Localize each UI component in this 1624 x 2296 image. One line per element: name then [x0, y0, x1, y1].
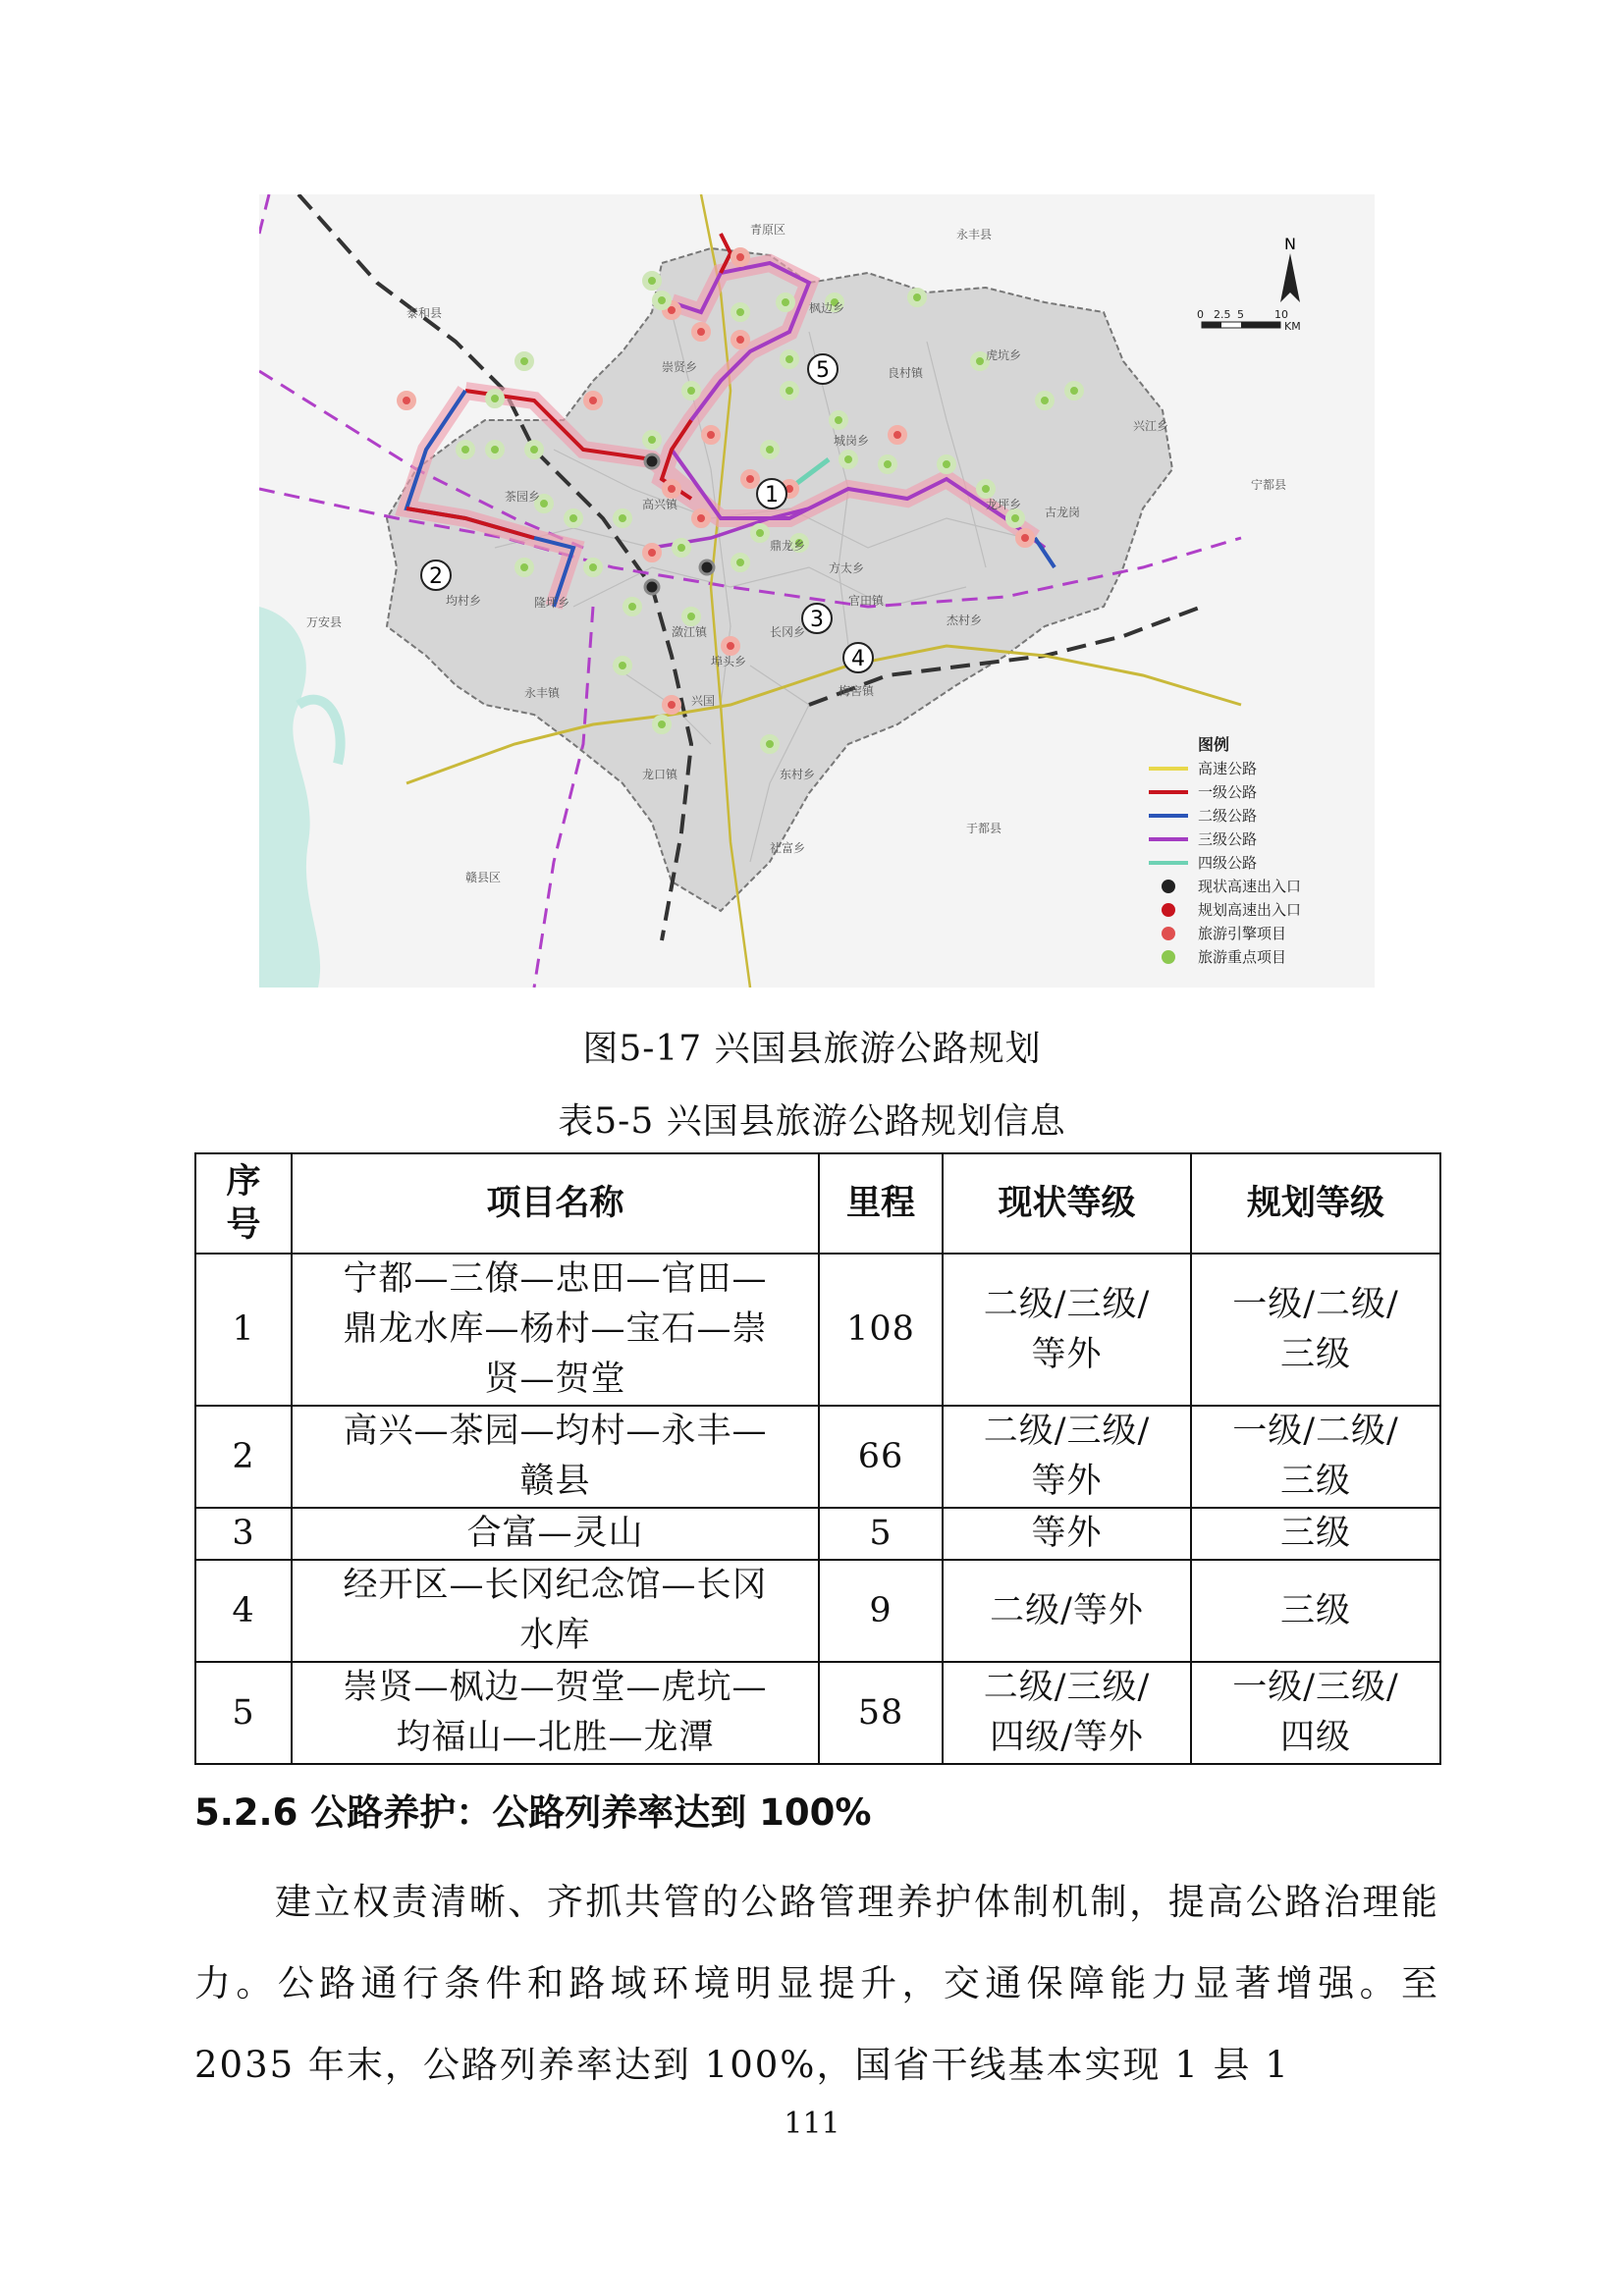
cell-line: 贤—贺堂	[484, 1360, 626, 1399]
header-name: 项目名称	[292, 1153, 819, 1254]
cell-length: 5	[819, 1508, 943, 1560]
cell-line: 合富—灵山	[466, 1514, 644, 1553]
svg-text:青原区: 青原区	[750, 223, 786, 237]
cell-line: 等外	[1031, 1334, 1103, 1374]
legend-label: 二级公路	[1198, 807, 1258, 825]
svg-text:龙口镇: 龙口镇	[642, 768, 678, 781]
page-number: 111	[784, 2107, 840, 2141]
cell-name	[292, 1254, 819, 1406]
legend-label: 旅游引擎项目	[1198, 925, 1287, 942]
legend-label: 现状高速出入口	[1198, 878, 1302, 895]
cell-index: 3	[195, 1508, 292, 1560]
cell-length: 66	[819, 1406, 943, 1508]
svg-text:5: 5	[1237, 308, 1244, 321]
cell-name	[292, 1662, 819, 1764]
svg-text:古龙岗: 古龙岗	[1045, 506, 1081, 519]
svg-text:崇贤乡: 崇贤乡	[662, 360, 698, 374]
svg-text:良村镇: 良村镇	[888, 366, 924, 380]
cell-length: 9	[819, 1560, 943, 1662]
svg-text:梅窖镇: 梅窖镇	[839, 684, 875, 698]
svg-text:城岗乡: 城岗乡	[834, 434, 870, 448]
cell-length: 58	[819, 1662, 943, 1764]
legend-swatch	[1162, 927, 1175, 940]
cell-line: 宁都—三僚—忠田—官田—	[343, 1259, 768, 1299]
svg-text:1: 1	[765, 483, 779, 507]
legend-label: 旅游重点项目	[1198, 948, 1287, 966]
svg-text:3: 3	[810, 608, 824, 632]
legend-label: 三级公路	[1198, 830, 1258, 848]
svg-text:4: 4	[851, 647, 865, 671]
cell-name	[292, 1560, 819, 1662]
svg-text:N: N	[1284, 235, 1296, 253]
svg-text:0: 0	[1197, 308, 1204, 321]
cell-planned	[1191, 1406, 1440, 1508]
cell-line: 水库	[519, 1616, 591, 1655]
legend-label: 一级公路	[1198, 783, 1258, 801]
cell-line: 一级/三级/	[1232, 1668, 1399, 1707]
svg-text:5: 5	[816, 358, 830, 383]
svg-text:鼎龙乡: 鼎龙乡	[770, 539, 806, 553]
svg-text:均村乡: 均村乡	[446, 594, 482, 608]
cell-name	[292, 1406, 819, 1508]
svg-text:图例: 图例	[1198, 735, 1230, 754]
header-length: 里程	[819, 1153, 943, 1254]
svg-text:永丰镇: 永丰镇	[524, 686, 561, 700]
svg-text:杰村乡: 杰村乡	[947, 614, 983, 627]
cell-line: 崇贤—枫边—贺堂—虎坑—	[343, 1668, 768, 1707]
cell-line: 经开区—长冈纪念馆—长冈	[343, 1566, 768, 1605]
svg-text:潋江镇: 潋江镇	[672, 625, 708, 639]
svg-text:东村乡: 东村乡	[780, 768, 816, 781]
table-row	[195, 1560, 1440, 1662]
cell-line: 高兴—茶园—均村—永丰—	[343, 1412, 768, 1451]
svg-text:高兴镇: 高兴镇	[642, 498, 678, 511]
svg-text:万安县: 万安县	[306, 615, 343, 629]
legend-swatch	[1162, 880, 1175, 893]
section-heading: 5.2.6 公路养护：公路列养率达到 100%	[194, 1791, 872, 1834]
cell-planned	[1191, 1560, 1440, 1662]
body-paragraph: 建立权责清晰、齐抓共管的公路管理养护体制机制，提高公路治理能力。公路通行条件和路域环境明显提升，交通保障能力显著增强。至 2035 年末，公路列养率达到 100%，国省干线基本实现 1 县 1	[194, 1881, 1439, 2086]
svg-text:兴江乡: 兴江乡	[1133, 419, 1169, 433]
svg-text:宁都县: 宁都县	[1251, 478, 1287, 492]
cell-current	[943, 1406, 1191, 1508]
cell-line: 二级/等外	[990, 1590, 1144, 1630]
svg-text:埠头乡: 埠头乡	[711, 655, 747, 668]
legend-label: 四级公路	[1198, 854, 1258, 872]
cell-current	[943, 1508, 1191, 1560]
cell-planned	[1191, 1508, 1440, 1560]
cell-line: 二级/三级/	[983, 1412, 1151, 1451]
legend-swatch	[1162, 950, 1175, 964]
svg-text:泰和县: 泰和县	[406, 306, 443, 320]
cell-index: 2	[195, 1406, 292, 1508]
table-row	[195, 1662, 1440, 1764]
cell-index: 1	[195, 1254, 292, 1406]
cell-line: 一级/二级/	[1232, 1284, 1399, 1324]
cell-line: 二级/三级/	[983, 1668, 1151, 1707]
cell-index: 5	[195, 1662, 292, 1764]
svg-text:虎坑乡: 虎坑乡	[986, 348, 1022, 362]
svg-text:枫边乡: 枫边乡	[809, 301, 845, 315]
cell-line: 四级/等外	[990, 1718, 1144, 1757]
cell-line: 等外	[1031, 1462, 1103, 1501]
svg-text:2: 2	[429, 564, 443, 589]
svg-text:方太乡: 方太乡	[829, 561, 865, 575]
svg-text:社富乡: 社富乡	[770, 841, 806, 855]
cell-line: 三级	[1279, 1462, 1351, 1501]
figure-caption: 图5-17 兴国县旅游公路规划	[582, 1029, 1042, 1069]
cell-line: 三级	[1279, 1590, 1351, 1630]
svg-text:茶园乡: 茶园乡	[505, 490, 541, 504]
svg-text:10: 10	[1274, 308, 1288, 321]
cell-name	[292, 1508, 819, 1560]
cell-line: 二级/三级/	[983, 1284, 1151, 1324]
svg-text:隆坪乡: 隆坪乡	[534, 596, 570, 610]
cell-line: 一级/二级/	[1232, 1412, 1399, 1451]
cell-line: 均福山—北胜—龙潭	[396, 1718, 715, 1757]
table-row	[195, 1406, 1440, 1508]
cell-line: 四级	[1279, 1718, 1351, 1757]
tourism-road-plan-table	[194, 1152, 1441, 1765]
legend-swatch	[1162, 903, 1175, 917]
tourism-road-map	[259, 194, 1375, 988]
svg-text:于都县: 于都县	[966, 822, 1002, 835]
svg-text:长冈乡: 长冈乡	[770, 625, 806, 639]
svg-text:官田镇: 官田镇	[848, 594, 885, 608]
svg-text:KM: KM	[1284, 320, 1301, 333]
header-index: 序号	[195, 1153, 292, 1254]
cell-current	[943, 1254, 1191, 1406]
cell-line: 等外	[1031, 1514, 1103, 1553]
legend-label: 规划高速出入口	[1198, 901, 1302, 919]
header-current: 现状等级	[943, 1153, 1191, 1254]
cell-line: 三级	[1279, 1514, 1351, 1553]
legend-label: 高速公路	[1198, 760, 1258, 777]
cell-current	[943, 1560, 1191, 1662]
cell-length: 108	[819, 1254, 943, 1406]
cell-line: 三级	[1279, 1334, 1351, 1374]
cell-planned	[1191, 1254, 1440, 1406]
cell-index: 4	[195, 1560, 292, 1662]
svg-text:赣县区: 赣县区	[465, 871, 502, 884]
cell-line: 赣县	[519, 1462, 591, 1501]
cell-planned	[1191, 1662, 1440, 1764]
cell-current	[943, 1662, 1191, 1764]
svg-text:兴国: 兴国	[691, 694, 716, 708]
svg-text:2.5: 2.5	[1214, 308, 1231, 321]
svg-text:永丰县: 永丰县	[956, 228, 993, 241]
cell-line: 鼎龙水库—杨村—宝石—崇	[343, 1309, 768, 1349]
header-planned: 规划等级	[1191, 1153, 1440, 1254]
table-row	[195, 1254, 1440, 1406]
table-caption: 表5-5 兴国县旅游公路规划信息	[558, 1101, 1066, 1142]
svg-text:龙坪乡: 龙坪乡	[986, 498, 1022, 511]
table-row	[195, 1508, 1440, 1560]
